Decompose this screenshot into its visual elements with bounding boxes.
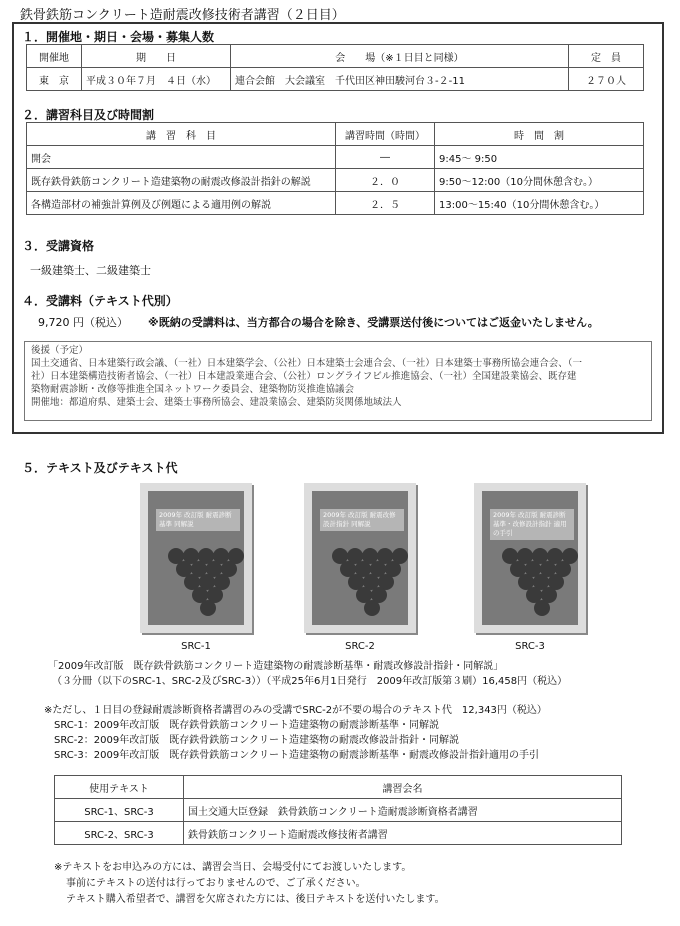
hours: ２．５ (336, 192, 435, 215)
book-cover-label: 2009年 改訂版 耐震改修設計指針 同解説 (320, 509, 404, 531)
book-cover-src1 (140, 483, 252, 633)
venue-date: 平成３０年７月 ４日（水） (82, 68, 231, 91)
section5-heading: ５．テキスト及びテキスト代 (22, 461, 178, 475)
qualification-text: 一級建築士、二級建築士 (30, 264, 151, 277)
header-cell: 開催地 (27, 45, 82, 68)
timeslot: 9:50～12:00（10分間休憩含む。） (435, 169, 644, 192)
book-cover-src2 (304, 483, 416, 633)
course-name: 鉄骨鉄筋コンクリート造耐震改修技術者講習 (184, 822, 622, 845)
table-header-row (27, 45, 644, 68)
subject: 既存鉄骨鉄筋コンクリート造建築物の耐震改修設計指針の解説 (27, 169, 336, 192)
table-row (27, 169, 644, 192)
refund-note: ※既納の受講料は、当方都合の場合を除き、受講票送付後についてはご返金いたしません。 (148, 316, 599, 329)
timeslot: 9:45～ 9:50 (435, 146, 644, 169)
book-cover-label: 2009年 改訂版 耐震診断基準 同解説 (156, 509, 240, 531)
used-texts: SRC-1、SRC-3 (55, 799, 184, 822)
header-cell: 会 場（※１日目と同様） (231, 45, 569, 68)
book-code-src2: SRC-2 (345, 641, 375, 652)
subject: 各構造部材の補強計算例及び例題による適用例の解説 (27, 192, 336, 215)
course-name: 国土交通大臣登録 鉄骨鉄筋コンクリート造耐震診断資格者講習 (184, 799, 622, 822)
header-cell: 使用テキスト (55, 776, 184, 799)
hours: ― (336, 146, 435, 169)
header-cell: 講 習 科 目 (27, 123, 336, 146)
set-title: 「2009年改訂版 既存鉄骨鉄筋コンクリート造建築物の耐震診断基準・耐震改修設計指針・同解説」 (48, 661, 504, 672)
used-texts: SRC-2、SRC-3 (55, 822, 184, 845)
section2-heading: ２．講習科目及び時間割 (22, 108, 155, 122)
table-row (55, 799, 622, 822)
support-line: 社）日本建築構造技術者協会、（一社）日本建設業連合会、（公社）ロングライフビル推進協会、（一社）全国建設業協会、既存建 (31, 371, 577, 382)
footer-note: 事前にテキストの送付は行っておりませんので、ご了承ください。 (66, 878, 366, 889)
book-code-src3: SRC-3 (515, 641, 545, 652)
text-list-item: SRC-2：2009年改訂版 既存鉄骨鉄筋コンクリート造建築物の耐震改修設計指針・同解説 (54, 735, 459, 746)
header-cell: 時 間 割 (435, 123, 644, 146)
subject: 開会 (27, 146, 336, 169)
table-header-row (55, 776, 622, 799)
support-line: 開催地：都道府県、建築士会、建築士事務所協会、建設業協会、建築防災関係地域法人 (31, 397, 402, 408)
support-line: 後援（予定） (31, 345, 89, 356)
table-row (27, 192, 644, 215)
section4-heading: ４．受講料（テキスト代別） (22, 294, 178, 308)
cover-sphere-icon (200, 600, 216, 616)
venue-table (26, 44, 644, 91)
book-cover-label: 2009年 改訂版 耐震診断基準・改修設計指針 適用の手引 (490, 509, 574, 540)
text-note: ※ただし、１日目の登録耐震診断資格者講習のみの受講でSRC-2が不要の場合のテキスト代 12,343円（税込） (44, 705, 547, 716)
cover-sphere-icon (364, 600, 380, 616)
table-header-row (27, 123, 644, 146)
footer-note: テキスト購入希望者で、講習を欠席された方には、後日テキストを送付いたします。 (66, 894, 445, 905)
text-list-item: SRC-1：2009年改訂版 既存鉄骨鉄筋コンクリート造建築物の耐震診断基準・同解説 (54, 720, 439, 731)
hours: ２．０ (336, 169, 435, 192)
text-usage-table (54, 775, 622, 845)
support-line: 国土交通省、日本建築行政会議、（一社）日本建築学会、（公社）日本建築士会連合会、（一社）日本建築士事務所協会連合会、（一 (31, 358, 583, 369)
section3-heading: ３．受講資格 (22, 239, 95, 253)
fee-text: 9,720 円（税込） (38, 316, 128, 329)
book-cover-src3 (474, 483, 586, 633)
venue-capacity: ２７０人 (569, 68, 644, 91)
text-list-item: SRC-3：2009年改訂版 既存鉄骨鉄筋コンクリート造建築物の耐震診断基準・耐震改修設計指針適用の手引 (54, 750, 539, 761)
footer-note: ※テキストをお申込みの方には、講習会当日、会場受付にてお渡しいたします。 (54, 862, 412, 873)
header-cell: 講習会名 (184, 776, 622, 799)
cover-sphere-icon (534, 600, 550, 616)
table-row (55, 822, 622, 845)
support-line: 築物耐震診断・改修等推進全国ネットワーク委員会、建築物防災推進協議会 (31, 384, 355, 395)
header-cell: 講習時間（時間） (336, 123, 435, 146)
support-box (24, 341, 652, 421)
header-cell: 期 日 (82, 45, 231, 68)
schedule-table (26, 122, 644, 215)
table-row (27, 146, 644, 169)
section1-heading: １．開催地・期日・会場・募集人数 (22, 30, 215, 44)
table-row (27, 68, 644, 91)
timeslot: 13:00～15:40（10分間休憩含む。） (435, 192, 644, 215)
header-cell: 定 員 (569, 45, 644, 68)
page-title: 鉄骨鉄筋コンクリート造耐震改修技術者講習（２日目） (20, 8, 345, 23)
book-code-src1: SRC-1 (181, 641, 211, 652)
set-detail: （３分冊（以下のSRC-1、SRC-2及びSRC-3））（平成25年6月1日発行 2009年改訂版第３刷）16,458円（税込） (52, 676, 568, 687)
venue-place: 連合会館 大会議室 千代田区神田駿河台３-２-11 (231, 68, 569, 91)
venue-city: 東 京 (27, 68, 82, 91)
